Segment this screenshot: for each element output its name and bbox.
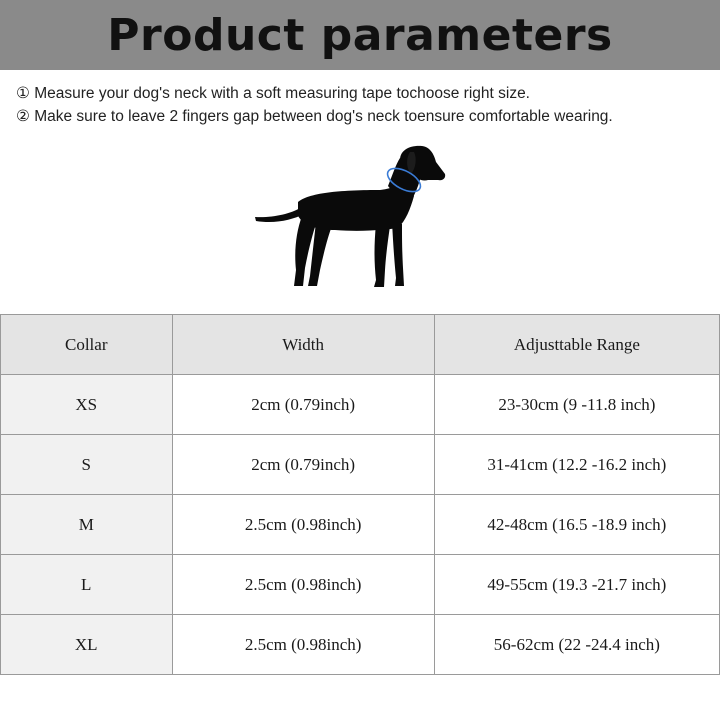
range-cell: 42-48cm (16.5 -18.9 inch) bbox=[434, 495, 719, 555]
dog-silhouette-icon bbox=[250, 140, 450, 295]
table-row bbox=[1, 375, 720, 435]
table-row bbox=[1, 555, 720, 615]
size-cell: S bbox=[1, 435, 173, 495]
header-width: Width bbox=[172, 315, 434, 375]
page-title: Product parameters bbox=[107, 9, 613, 61]
instruction-1 bbox=[16, 82, 716, 105]
width-cell: 2cm (0.79inch) bbox=[172, 375, 434, 435]
size-table bbox=[0, 314, 720, 675]
size-cell: M bbox=[1, 495, 173, 555]
instruction-marker: ② bbox=[16, 108, 30, 125]
size-cell: XL bbox=[1, 615, 173, 675]
width-cell: 2.5cm (0.98inch) bbox=[172, 615, 434, 675]
instruction-marker: ① bbox=[16, 85, 30, 102]
width-cell: 2cm (0.79inch) bbox=[172, 435, 434, 495]
table-row bbox=[1, 435, 720, 495]
instruction-text: Measure your dog's neck with a soft measuring tape tochoose right size. bbox=[34, 85, 530, 102]
range-cell: 49-55cm (19.3 -21.7 inch) bbox=[434, 555, 719, 615]
size-cell: XS bbox=[1, 375, 173, 435]
instruction-2 bbox=[16, 105, 716, 128]
table-row bbox=[1, 615, 720, 675]
range-cell: 23-30cm (9 -11.8 inch) bbox=[434, 375, 719, 435]
header-banner bbox=[0, 0, 720, 70]
instruction-text: Make sure to leave 2 fingers gap between dog's neck toensure comfortable wearing. bbox=[34, 108, 613, 125]
size-cell: L bbox=[1, 555, 173, 615]
width-cell: 2.5cm (0.98inch) bbox=[172, 555, 434, 615]
table-header-row bbox=[1, 315, 720, 375]
header-collar: Collar bbox=[1, 315, 173, 375]
table-row bbox=[1, 495, 720, 555]
range-cell: 56-62cm (22 -24.4 inch) bbox=[434, 615, 719, 675]
header-range: Adjusttable Range bbox=[434, 315, 719, 375]
instructions bbox=[16, 82, 716, 128]
width-cell: 2.5cm (0.98inch) bbox=[172, 495, 434, 555]
range-cell: 31-41cm (12.2 -16.2 inch) bbox=[434, 435, 719, 495]
